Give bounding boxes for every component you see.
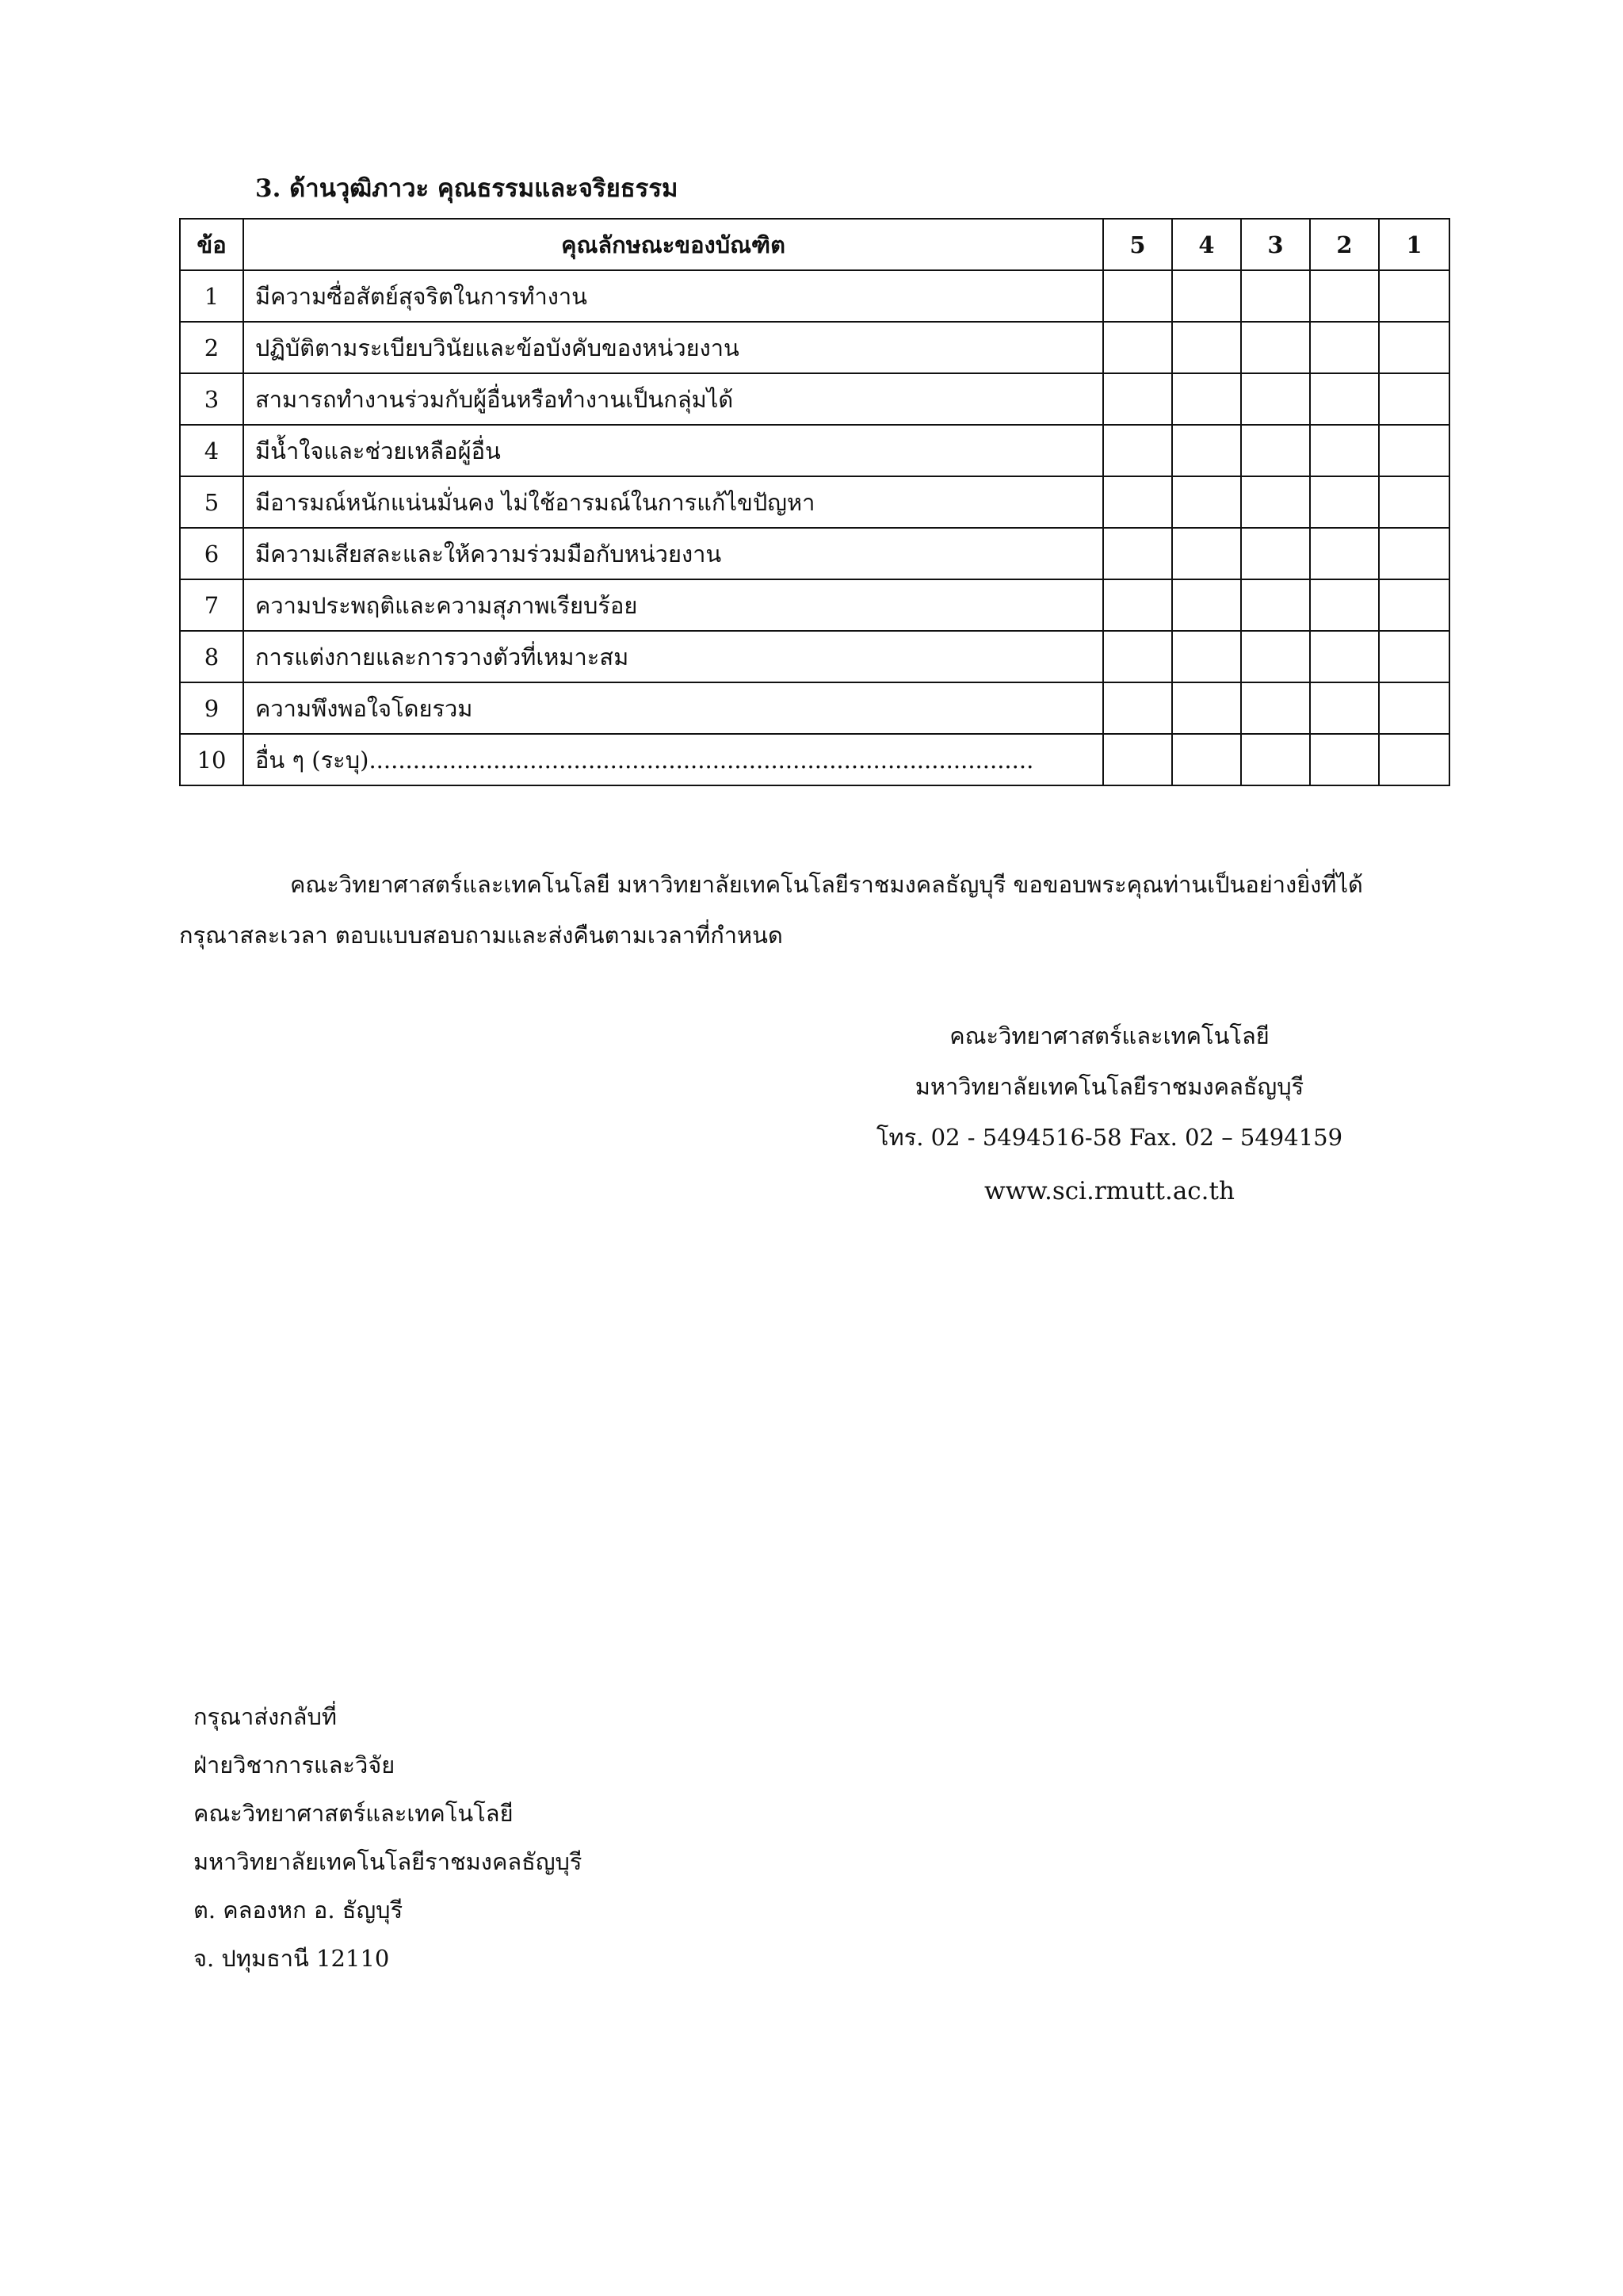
closing-line-1: คณะวิทยาศาสตร์และเทคโนโลยี มหาวิทยาลัยเทคโนโลยีราชมงคลธัญบุรี ขอขอบพระคุณท่านเป็นอย่างยิ่งที่ได้ xyxy=(290,871,1363,898)
score-cell-4[interactable] xyxy=(1172,528,1241,579)
score-cell-3[interactable] xyxy=(1241,373,1310,425)
row-attribute: การแต่งกายและการวางตัวที่เหมาะสม xyxy=(243,631,1103,682)
score-cell-1[interactable] xyxy=(1379,373,1449,425)
return-address-line: ต. คลองหก อ. ธัญบุรี xyxy=(193,1897,403,1924)
score-cell-5[interactable] xyxy=(1103,322,1172,373)
row-attribute: มีอารมณ์หนักแน่นมั่นคง ไม่ใช้อารมณ์ในการแก้ไขปัญหา xyxy=(243,476,1103,528)
score-cell-4[interactable] xyxy=(1172,373,1241,425)
score-cell-1[interactable] xyxy=(1379,579,1449,631)
row-attribute: ความพึงพอใจโดยรวม xyxy=(243,682,1103,734)
score-cell-3[interactable] xyxy=(1241,734,1310,785)
score-cell-4[interactable] xyxy=(1172,579,1241,631)
row-number: 1 xyxy=(180,270,243,322)
score-cell-2[interactable] xyxy=(1310,734,1379,785)
score-cell-2[interactable] xyxy=(1310,270,1379,322)
score-cell-2[interactable] xyxy=(1310,528,1379,579)
contact-faculty: คณะวิทยาศาสตร์และเทคโนโลยี xyxy=(949,1022,1270,1049)
score-cell-3[interactable] xyxy=(1241,476,1310,528)
row-attribute: ปฏิบัติตามระเบียบวินัยและข้อบังคับของหน่วยงาน xyxy=(243,322,1103,373)
header-score-5: 5 xyxy=(1103,219,1172,270)
section-heading: 3. ด้านวุฒิภาวะ คุณธรรมและจริยธรรม xyxy=(255,174,678,203)
row-number: 5 xyxy=(180,476,243,528)
score-cell-2[interactable] xyxy=(1310,322,1379,373)
score-cell-3[interactable] xyxy=(1241,270,1310,322)
table-row xyxy=(180,476,1449,528)
score-cell-2[interactable] xyxy=(1310,682,1379,734)
row-number: 10 xyxy=(180,734,243,785)
score-cell-5[interactable] xyxy=(1103,270,1172,322)
score-cell-4[interactable] xyxy=(1172,270,1241,322)
row-number: 8 xyxy=(180,631,243,682)
score-cell-4[interactable] xyxy=(1172,322,1241,373)
contact-block xyxy=(824,1010,1395,1217)
score-cell-4[interactable] xyxy=(1172,682,1241,734)
table-row xyxy=(180,270,1449,322)
table-header-row xyxy=(180,219,1449,270)
row-number: 7 xyxy=(180,579,243,631)
header-score-3: 3 xyxy=(1241,219,1310,270)
table-row xyxy=(180,322,1449,373)
score-cell-1[interactable] xyxy=(1379,682,1449,734)
header-attribute: คุณลักษณะของบัณฑิต xyxy=(243,219,1103,270)
return-address-line: คณะวิทยาศาสตร์และเทคโนโลยี xyxy=(193,1800,514,1827)
header-score-2: 2 xyxy=(1310,219,1379,270)
table-row xyxy=(180,734,1449,785)
header-item-no: ข้อ xyxy=(180,219,243,270)
score-cell-3[interactable] xyxy=(1241,322,1310,373)
score-cell-1[interactable] xyxy=(1379,631,1449,682)
score-cell-5[interactable] xyxy=(1103,373,1172,425)
return-address-line: กรุณาส่งกลับที่ xyxy=(193,1703,338,1730)
score-cell-2[interactable] xyxy=(1310,373,1379,425)
score-cell-1[interactable] xyxy=(1379,528,1449,579)
row-number: 2 xyxy=(180,322,243,373)
row-number: 9 xyxy=(180,682,243,734)
score-cell-4[interactable] xyxy=(1172,476,1241,528)
score-cell-5[interactable] xyxy=(1103,682,1172,734)
contact-phone-fax: โทร. 02 - 5494516-58 Fax. 02 – 5494159 xyxy=(876,1124,1343,1151)
score-cell-5[interactable] xyxy=(1103,631,1172,682)
evaluation-table xyxy=(179,218,1450,786)
score-cell-2[interactable] xyxy=(1310,425,1379,476)
score-cell-1[interactable] xyxy=(1379,425,1449,476)
row-attribute: อื่น ๆ (ระบุ)........................................................................................... xyxy=(243,734,1103,785)
table-row xyxy=(180,631,1449,682)
score-cell-2[interactable] xyxy=(1310,476,1379,528)
return-address xyxy=(193,1693,582,1983)
row-number: 3 xyxy=(180,373,243,425)
table-row xyxy=(180,682,1449,734)
score-cell-4[interactable] xyxy=(1172,631,1241,682)
score-cell-1[interactable] xyxy=(1379,270,1449,322)
contact-university: มหาวิทยาลัยเทคโนโลยีราชมงคลธัญบุรี xyxy=(915,1073,1304,1100)
score-cell-1[interactable] xyxy=(1379,322,1449,373)
score-cell-3[interactable] xyxy=(1241,425,1310,476)
score-cell-4[interactable] xyxy=(1172,425,1241,476)
row-number: 4 xyxy=(180,425,243,476)
score-cell-4[interactable] xyxy=(1172,734,1241,785)
score-cell-1[interactable] xyxy=(1379,476,1449,528)
table-row xyxy=(180,579,1449,631)
closing-paragraph xyxy=(179,859,1449,961)
table-row xyxy=(180,528,1449,579)
row-attribute: ความประพฤติและความสุภาพเรียบร้อย xyxy=(243,579,1103,631)
score-cell-5[interactable] xyxy=(1103,734,1172,785)
row-attribute: มีน้ำใจและช่วยเหลือผู้อื่น xyxy=(243,425,1103,476)
score-cell-5[interactable] xyxy=(1103,528,1172,579)
row-attribute: มีความซื่อสัตย์สุจริตในการทำงาน xyxy=(243,270,1103,322)
table-row xyxy=(180,373,1449,425)
row-attribute: สามารถทำงานร่วมกับผู้อื่นหรือทำงานเป็นกลุ่มได้ xyxy=(243,373,1103,425)
return-address-line: จ. ปทุมธานี 12110 xyxy=(193,1945,390,1972)
contact-website: www.sci.rmutt.ac.th xyxy=(984,1177,1235,1205)
score-cell-5[interactable] xyxy=(1103,425,1172,476)
score-cell-3[interactable] xyxy=(1241,528,1310,579)
score-cell-5[interactable] xyxy=(1103,579,1172,631)
return-address-line: ฝ่ายวิชาการและวิจัย xyxy=(193,1752,395,1778)
row-attribute: มีความเสียสละและให้ความร่วมมือกับหน่วยงาน xyxy=(243,528,1103,579)
score-cell-3[interactable] xyxy=(1241,631,1310,682)
header-score-1: 1 xyxy=(1379,219,1449,270)
score-cell-2[interactable] xyxy=(1310,579,1379,631)
score-cell-3[interactable] xyxy=(1241,579,1310,631)
return-address-line: มหาวิทยาลัยเทคโนโลยีราชมงคลธัญบุรี xyxy=(193,1848,582,1875)
score-cell-5[interactable] xyxy=(1103,476,1172,528)
row-number: 6 xyxy=(180,528,243,579)
header-score-4: 4 xyxy=(1172,219,1241,270)
closing-line-2: กรุณาสละเวลา ตอบแบบสอบถามและส่งคืนตามเวลาที่กำหนด xyxy=(179,922,783,949)
table-body xyxy=(180,270,1449,785)
table-row xyxy=(180,425,1449,476)
score-cell-2[interactable] xyxy=(1310,631,1379,682)
score-cell-1[interactable] xyxy=(1379,734,1449,785)
score-cell-3[interactable] xyxy=(1241,682,1310,734)
